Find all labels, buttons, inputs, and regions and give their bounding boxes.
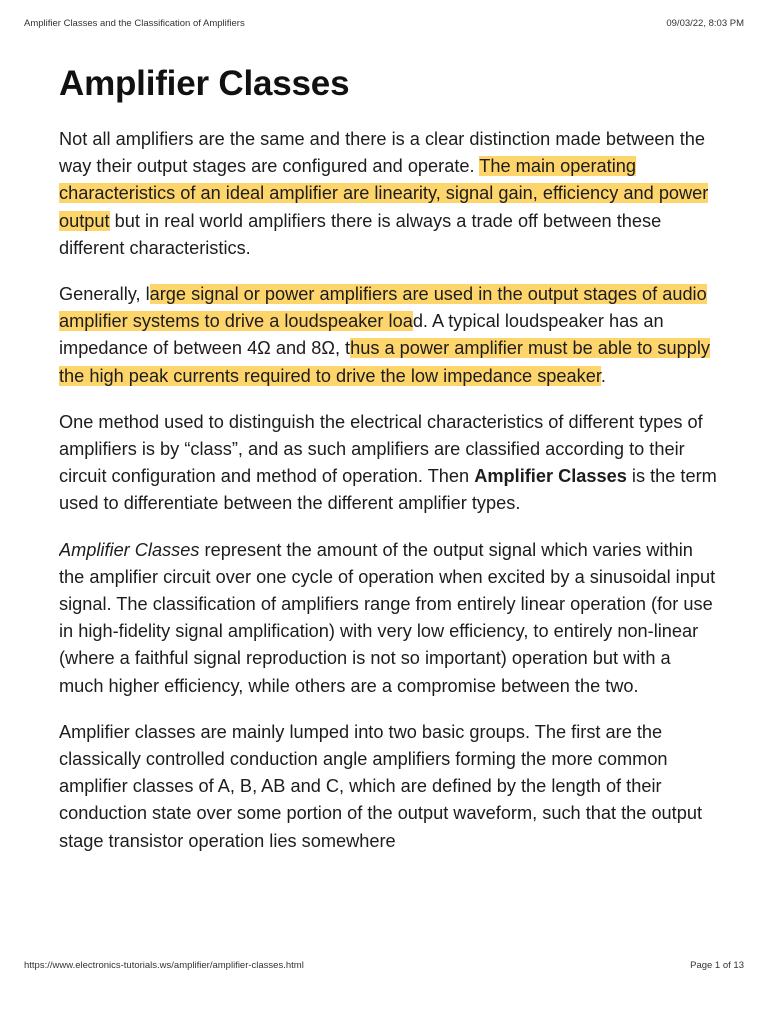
paragraph-power-amplifiers [59, 281, 719, 390]
paragraph-classification [59, 537, 719, 700]
paragraph-power-text-3: . [600, 365, 606, 386]
highlight-characteristics: The main operating characteristics of an ideal amplifier are linearity, signal gain, efficiency and power output [59, 156, 709, 231]
print-footer-page-number: Page 1 of 13 [690, 960, 744, 971]
article-page [59, 52, 719, 932]
paragraph-class-text-1: One method used to distinguish the electrical characteristics of different types of amplifiers is by “class”, and as such amplifiers are classified according to their circuit configuration and method of operation. Then [59, 411, 703, 487]
paragraph-power-text-2: d. A typical loudspeaker has an impedance of between 4Ω and 8Ω, t [59, 311, 664, 359]
page-title: Amplifier Classes [59, 64, 350, 103]
print-footer-url: https://www.electronics-tutorials.ws/amplifier/amplifier-classes.html [24, 960, 304, 971]
bold-term-amplifier-classes: Amplifier Classes [474, 466, 627, 487]
paragraph-intro [59, 126, 719, 262]
print-header-datetime: 09/03/22, 8:03 PM [666, 18, 744, 29]
highlight-peak-currents: hus a power amplifier must be able to supply the high peak currents required to drive the low impedance speaker [59, 338, 711, 386]
print-footer [24, 960, 744, 974]
paragraph-class-text-2: is the term used to differentiate between the different amplifier types. [59, 466, 717, 514]
print-header [24, 18, 744, 32]
italic-term-amplifier-classes: Amplifier Classes [59, 539, 200, 560]
paragraph-class-definition [59, 409, 719, 518]
paragraph-power-text-1: Generally, l [59, 284, 150, 305]
paragraph-classification-text: represent the amount of the output signal which varies within the amplifier circuit over one cycle of operation when excited by a sinusoidal input signal. The classification of amplifiers range from entirely linear operation (for use in high-fidelity signal amplification) with very low efficiency, to entirely non-linear (where a faithful signal reproduction is not so important) operation but with a much higher efficiency, while others are a compromise between the two. [59, 539, 716, 696]
paragraph-intro-text-1: Not all amplifiers are the same and there is a clear distinction made between the way their output stages are configured and operate. [59, 129, 705, 177]
paragraph-intro-text-2: but in real world amplifiers there is always a trade off between these different characteristics. [59, 210, 662, 258]
highlight-large-signal: arge signal or power amplifiers are used in the output stages of audio amplifier systems to drive a loudspeaker loa [59, 284, 707, 332]
paragraph-groups-text: Amplifier classes are mainly lumped into two basic groups. The first are the classically controlled conduction angle amplifiers forming the more common amplifier classes of A, B, AB and C, which are defined by the length of their conduction state over some portion of the output waveform, such that the output stage transistor operation lies somewhere [59, 721, 703, 851]
paragraph-basic-groups [59, 719, 719, 855]
print-header-title: Amplifier Classes and the Classification of Amplifiers [24, 18, 245, 29]
